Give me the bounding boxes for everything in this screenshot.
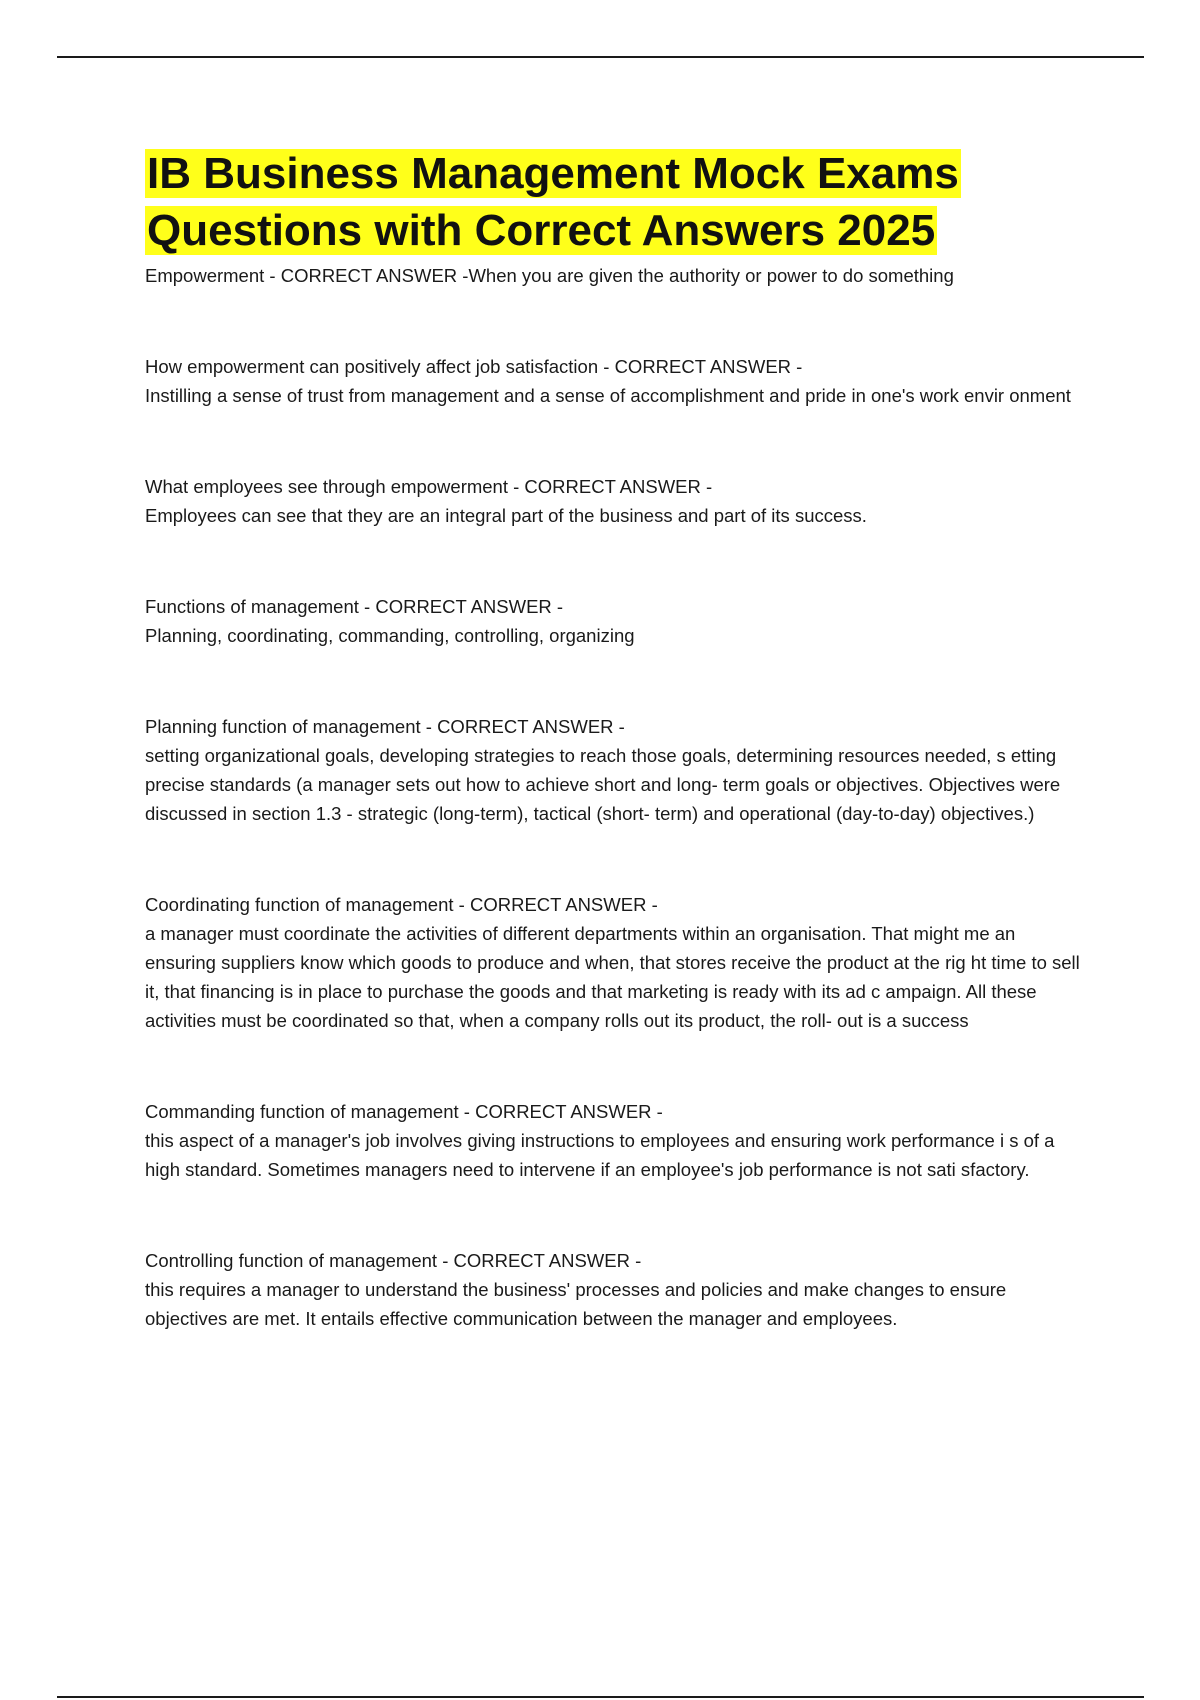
answer: When you are given the authority or power to do something (468, 265, 954, 286)
question: Planning function of management - CORRECT ANSWER - (145, 716, 625, 737)
qa-item-planning (145, 712, 1090, 828)
title-line-1: IB Business Management Mock Exams (147, 149, 959, 198)
qa-item-job-satisfaction (145, 352, 1090, 410)
answer: this requires a manager to understand the business' processes and policies and make changes to ensure objectives are met. It entails effective communication between the manager and employees. (145, 1279, 1007, 1329)
top-rule (57, 56, 1144, 58)
question: Coordinating function of management - CORRECT ANSWER - (145, 894, 658, 915)
answer: this aspect of a manager's job involves giving instructions to employees and ensuring work performance i s of a high standard. Sometimes managers need to intervene if an employee's job performance is not sati sfactory. (145, 1130, 1055, 1180)
answer: Planning, coordinating, commanding, controlling, organizing (145, 625, 635, 646)
qa-item-coordinating (145, 890, 1090, 1035)
answer: Employees can see that they are an integral part of the business and part of its success. (145, 505, 867, 526)
qa-item-controlling (145, 1246, 1090, 1333)
qa-item-commanding (145, 1097, 1090, 1184)
answer: Instilling a sense of trust from management and a sense of accomplishment and pride in one's work envir onment (145, 385, 1071, 406)
answer: a manager must coordinate the activities of different departments within an organisation. That might me an ensuring suppliers know which goods to produce and when, that stores receive the product at the rig ht time to sell it, that financing is in place to purchase the goods and that marketing is ready with its ad c ampaign. All these activities must be coordinated so that, when a company rolls out its product, the roll- out is a success (145, 923, 1080, 1031)
qa-item-functions (145, 592, 1090, 650)
question: What employees see through empowerment - CORRECT ANSWER - (145, 476, 713, 497)
title-line-2: Questions with Correct Answers 2025 (147, 206, 936, 255)
question: Functions of management - CORRECT ANSWER - (145, 596, 564, 617)
document-title (145, 145, 1090, 259)
document-body (145, 145, 1090, 1333)
answer: setting organizational goals, developing strategies to reach those goals, determining resources needed, s etting precise standards (a manager sets out how to achieve short and long- term goals or objectives. Objectives were discussed in section 1.3 - strategic (long-term), tactical (short- term) and operational (day-to-day) objectives.) (145, 745, 1061, 824)
question: Commanding function of management - CORRECT ANSWER - (145, 1101, 663, 1122)
question: Controlling function of management - CORRECT ANSWER - (145, 1250, 642, 1271)
qa-item-employees-see (145, 472, 1090, 530)
qa-item-empowerment (145, 261, 1090, 290)
bottom-rule (57, 1696, 1144, 1698)
question: How empowerment can positively affect job satisfaction - CORRECT ANSWER - (145, 356, 803, 377)
question: Empowerment - CORRECT ANSWER - (145, 265, 469, 286)
